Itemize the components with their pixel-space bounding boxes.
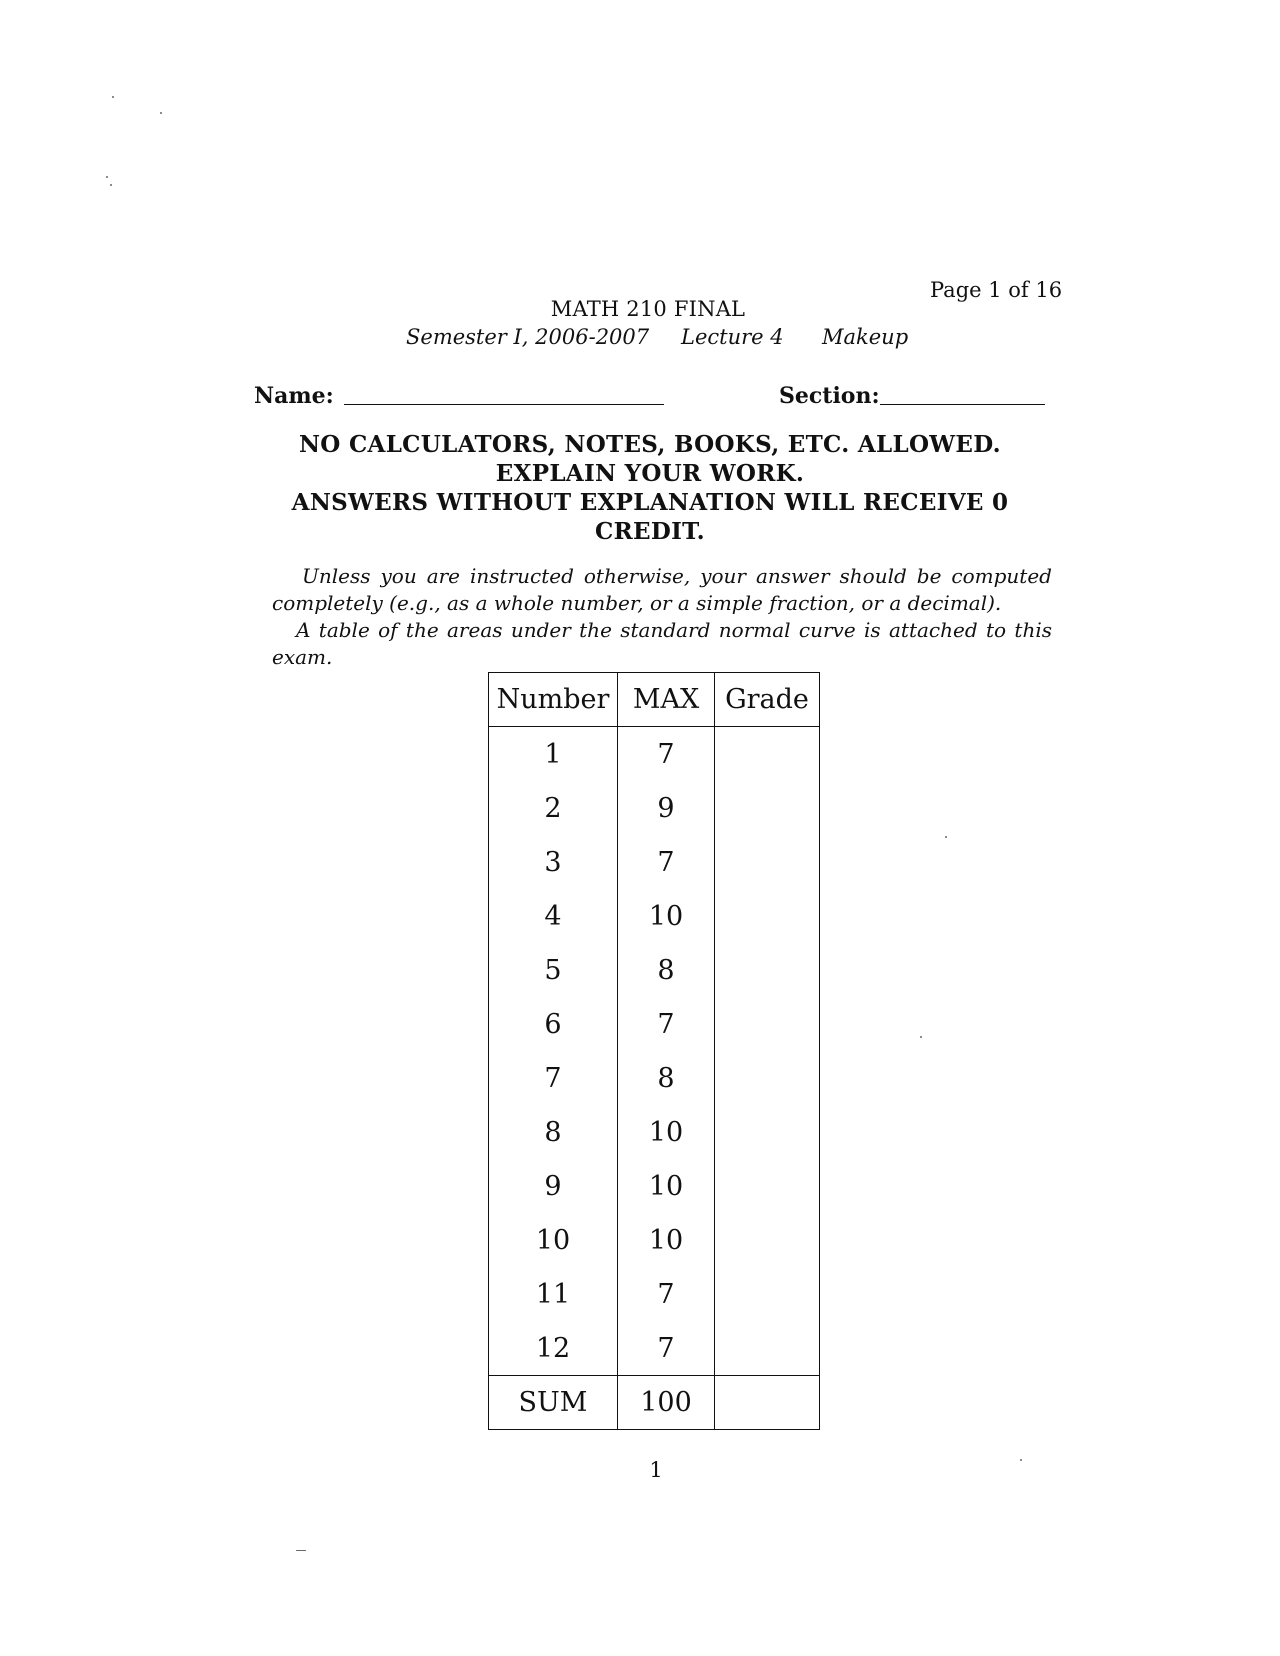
table-row [489, 781, 820, 835]
exam-rules [270, 430, 1030, 546]
sum-max: 100 [618, 1376, 715, 1430]
instruction-paragraph-2: A table of the areas under the standard normal curve is attached to this exam. [272, 618, 1052, 669]
problem-max: 10 [618, 1213, 715, 1267]
problem-grade[interactable] [715, 1105, 820, 1159]
problem-number: 12 [489, 1321, 618, 1376]
problem-grade[interactable] [715, 1267, 820, 1321]
table-row [489, 1051, 820, 1105]
lecture-label: Lecture 4 [681, 325, 784, 349]
problem-grade[interactable] [715, 889, 820, 943]
problem-grade[interactable] [715, 1051, 820, 1105]
problem-max: 7 [618, 1267, 715, 1321]
problem-max: 7 [618, 1321, 715, 1376]
problem-number: 9 [489, 1159, 618, 1213]
problem-max: 7 [618, 727, 715, 782]
problem-max: 10 [618, 1105, 715, 1159]
problem-number: 6 [489, 997, 618, 1051]
problem-number: 7 [489, 1051, 618, 1105]
name-field[interactable] [344, 404, 664, 405]
problem-max: 10 [618, 1159, 715, 1213]
table-row [489, 1213, 820, 1267]
problem-number: 5 [489, 943, 618, 997]
table-row [489, 997, 820, 1051]
problem-grade[interactable] [715, 835, 820, 889]
scan-speck [920, 1036, 922, 1038]
exam-type-label: Makeup [822, 325, 909, 349]
semester-label: Semester I, 2006-2007 [406, 325, 650, 349]
table-row [489, 943, 820, 997]
problem-number: 10 [489, 1213, 618, 1267]
problem-max: 7 [618, 997, 715, 1051]
header-max: MAX [618, 673, 715, 727]
problem-number: 11 [489, 1267, 618, 1321]
header-number: Number [489, 673, 618, 727]
problem-grade[interactable] [715, 781, 820, 835]
problem-grade[interactable] [715, 727, 820, 782]
rule-explain-work: EXPLAIN YOUR WORK. [495, 460, 805, 487]
table-row [489, 835, 820, 889]
course-title: MATH 210 FINAL [550, 297, 746, 321]
sum-row [489, 1376, 820, 1430]
problem-number: 2 [489, 781, 618, 835]
scan-speck [945, 836, 947, 838]
problem-number: 8 [489, 1105, 618, 1159]
table-row [489, 1267, 820, 1321]
grade-table-header [489, 673, 820, 727]
scan-speck [112, 96, 114, 98]
scan-speck [110, 184, 112, 186]
problem-max: 7 [618, 835, 715, 889]
table-row [489, 1321, 820, 1376]
scan-speck [160, 112, 162, 114]
scan-speck [106, 176, 108, 178]
grade-table [488, 672, 820, 1430]
rule-no-credit: ANSWERS WITHOUT EXPLANATION WILL RECEIVE 0 CREDIT. [291, 489, 1009, 545]
sum-label: SUM [489, 1376, 618, 1430]
footer-page-number: 1 [649, 1458, 663, 1482]
problem-grade[interactable] [715, 997, 820, 1051]
problem-number: 3 [489, 835, 618, 889]
sum-grade[interactable] [715, 1376, 820, 1430]
rule-no-calculators: NO CALCULATORS, NOTES, BOOKS, ETC. ALLOWED. [298, 431, 1001, 458]
problem-max: 10 [618, 889, 715, 943]
problem-number: 1 [489, 727, 618, 782]
header-grade: Grade [715, 673, 820, 727]
problem-max: 8 [618, 943, 715, 997]
section-field[interactable] [880, 404, 1045, 405]
table-row [489, 727, 820, 782]
page-indicator: Page 1 of 16 [930, 278, 1063, 302]
problem-max: 9 [618, 781, 715, 835]
problem-grade[interactable] [715, 1213, 820, 1267]
table-row [489, 1159, 820, 1213]
problem-number: 4 [489, 889, 618, 943]
name-label: Name: [254, 383, 334, 409]
instruction-paragraph-1: Unless you are instructed otherwise, your answer should be computed completely (e.g., as a whole number, or a simple fraction, or a decimal). [272, 564, 1052, 615]
scan-speck [1020, 1459, 1022, 1461]
table-row [489, 1105, 820, 1159]
problem-grade[interactable] [715, 1159, 820, 1213]
section-label: Section: [779, 383, 880, 409]
scan-speck [296, 1550, 306, 1551]
problem-max: 8 [618, 1051, 715, 1105]
table-row [489, 889, 820, 943]
problem-grade[interactable] [715, 1321, 820, 1376]
instructions [272, 563, 1052, 671]
problem-grade[interactable] [715, 943, 820, 997]
